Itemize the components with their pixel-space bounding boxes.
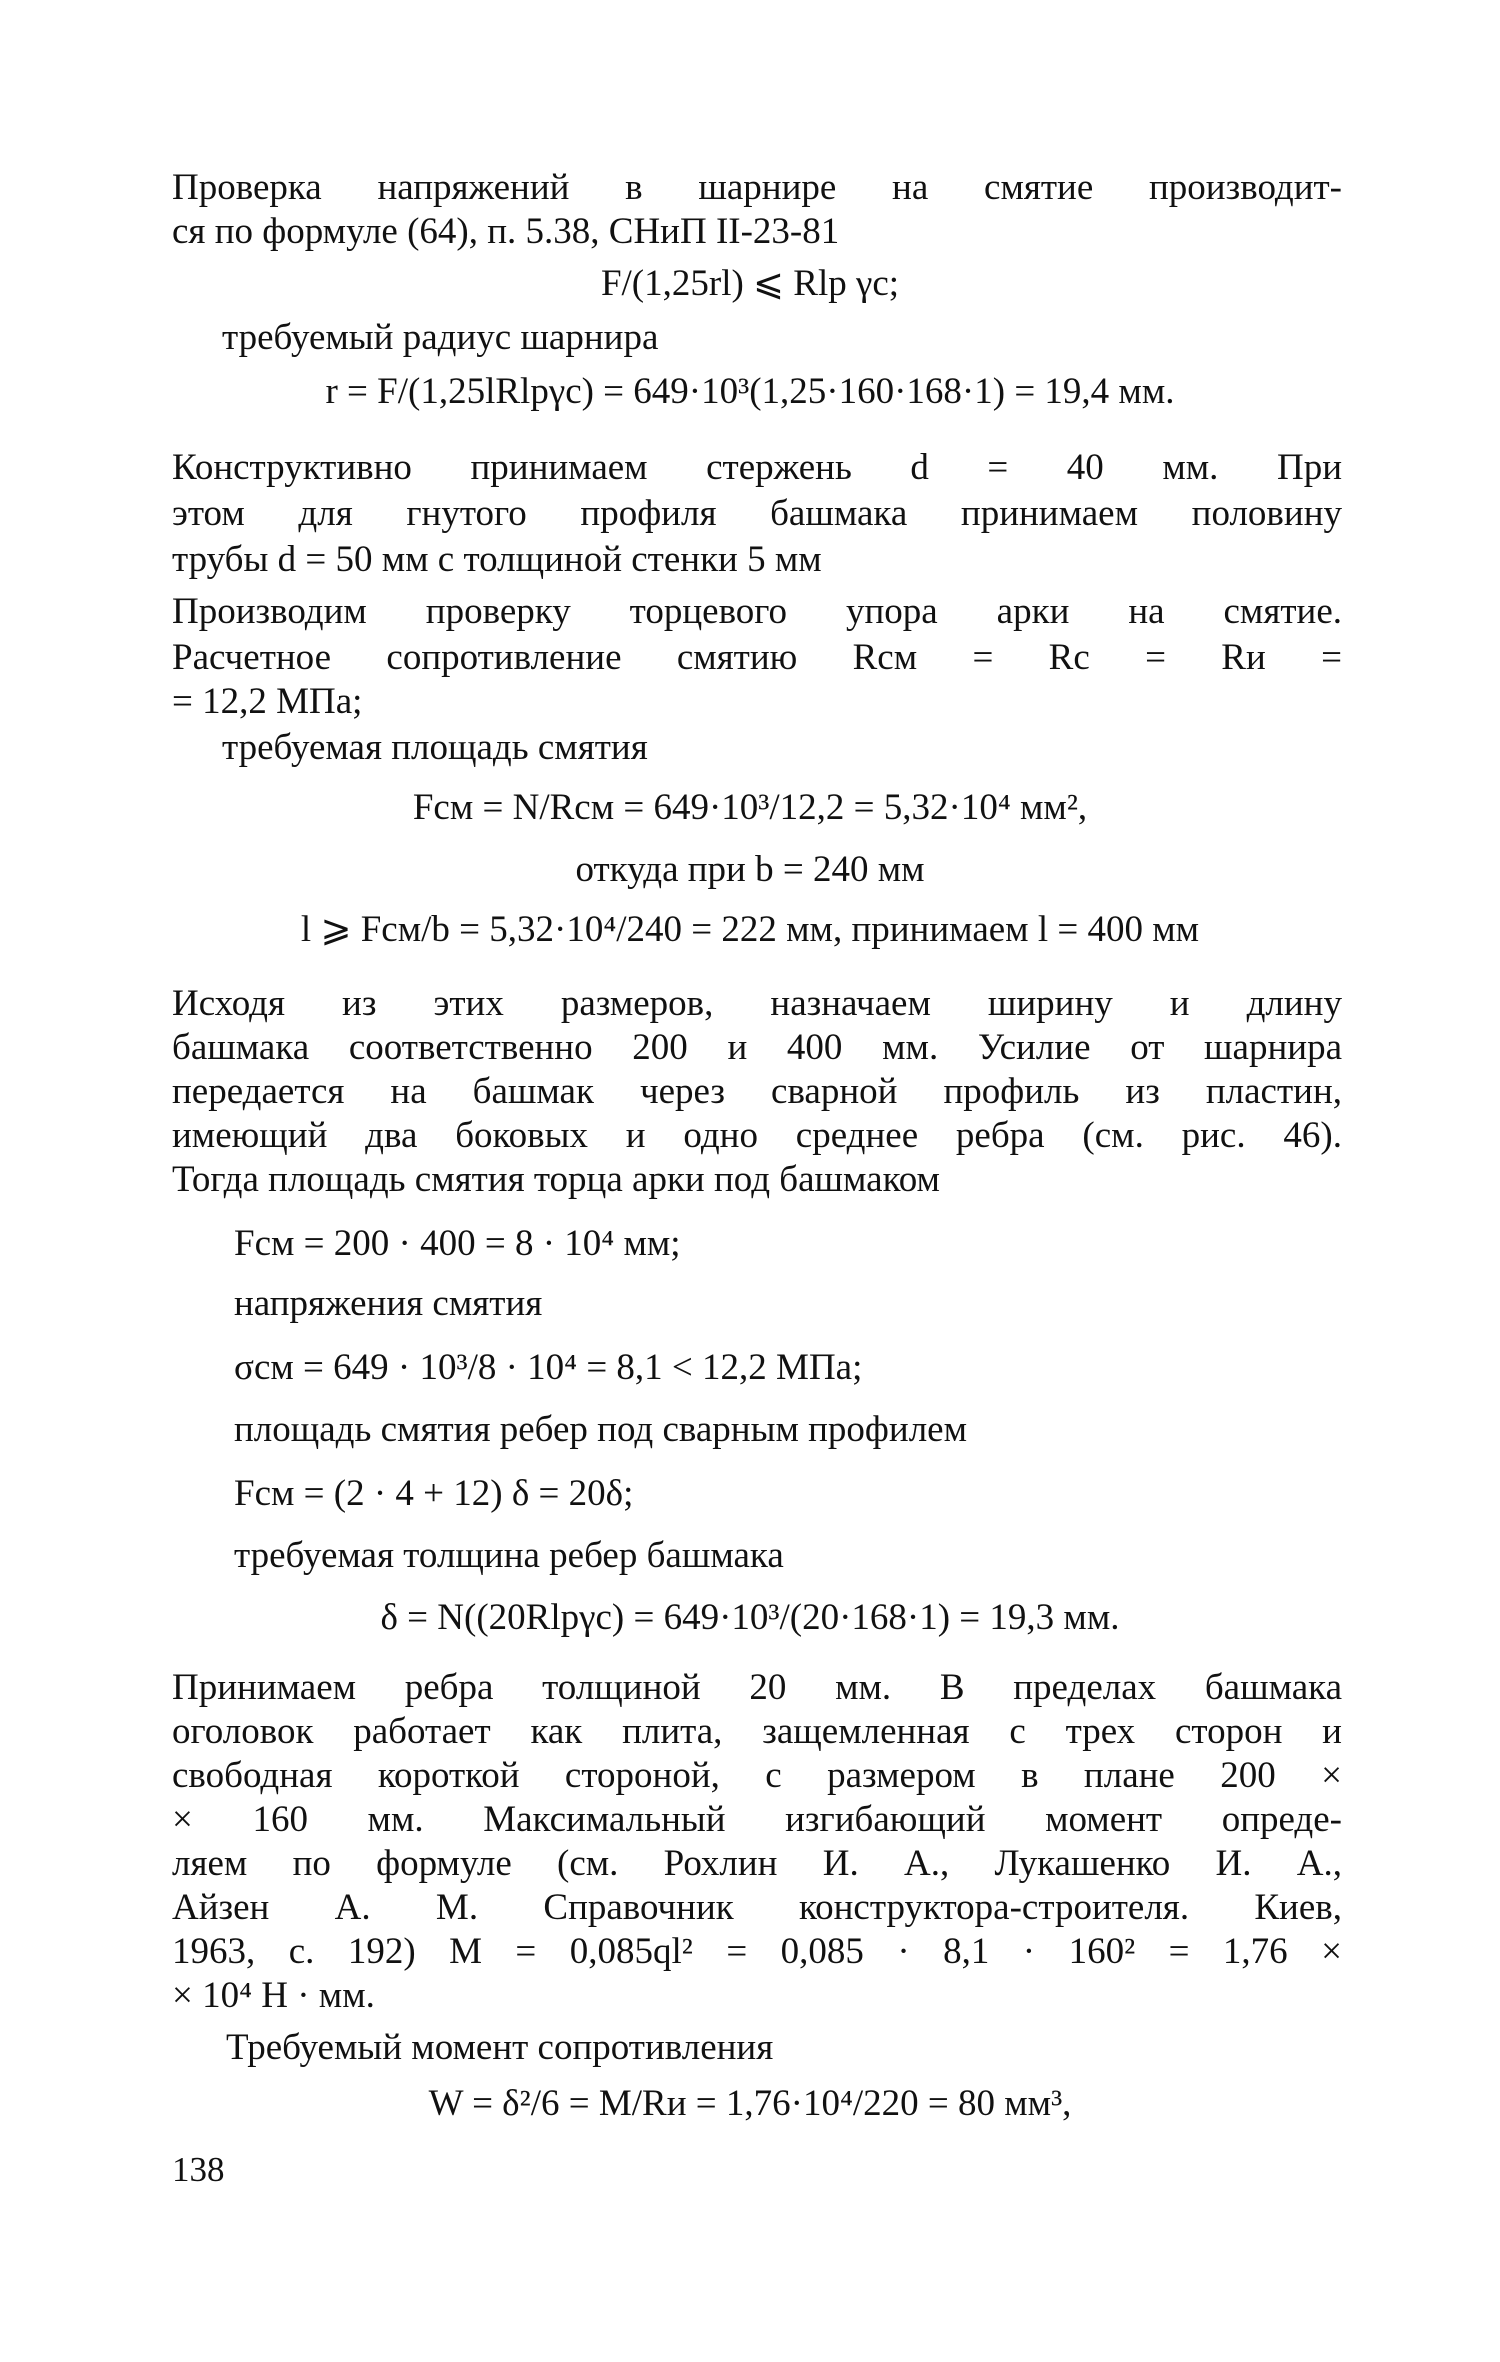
text-line: Расчетное сопротивление смятию Rсм = Rс = Rи =	[172, 637, 1342, 678]
text-line: требуемая площадь смятия	[222, 727, 648, 768]
text-line: Принимаем ребра толщиной 20 мм. В пределах башмака	[172, 1667, 1342, 1708]
text-line: Исходя из этих размеров, назначаем ширину и длину	[172, 983, 1342, 1024]
formula-line: σсм = 649 · 10³/8 · 10⁴ = 8,1 < 12,2 МПа;	[234, 1347, 863, 1388]
formula-line: Fсм = (2 · 4 + 12) δ = 20δ;	[234, 1473, 634, 1514]
text-line: = 12,2 МПа;	[172, 681, 363, 722]
text-line: площадь смятия ребер под сварным профилем	[234, 1409, 967, 1450]
formula-line: F/(1,25rl) ⩽ Rlp γc;	[600, 263, 900, 304]
text-line: этом для гнутого профиля башмака принимаем половину	[172, 493, 1342, 534]
text-line: × 160 мм. Максимальный изгибающий момент опреде-	[172, 1799, 1342, 1840]
text-line: требуемая толщина ребер башмака	[234, 1535, 784, 1576]
text-line: Проверка напряжений в шарнире на смятие производит-	[172, 167, 1342, 208]
text-line: напряжения смятия	[234, 1283, 543, 1324]
text-line: Тогда площадь смятия торца арки под башмаком	[172, 1159, 940, 1200]
text-line: × 10⁴ Н · мм.	[172, 1975, 375, 2016]
formula-line: W = δ²/6 = M/Rи = 1,76·10⁴/220 = 80 мм³,	[428, 2083, 1072, 2124]
text-line: 1963, с. 192) M = 0,085ql² = 0,085 · 8,1 · 160² = 1,76 ×	[172, 1931, 1342, 1972]
text-line: имеющий два боковых и одно среднее ребра (см. рис. 46).	[172, 1115, 1342, 1156]
formula-line: Fсм = 200 · 400 = 8 · 10⁴ мм;	[234, 1223, 681, 1264]
formula-line: r = F/(1,25lRlpγc) = 649·10³(1,25·160·168·1) = 19,4 мм.	[325, 371, 1175, 412]
text-line: ляем по формуле (см. Рохлин И. А., Лукашенко И. А.,	[172, 1843, 1342, 1884]
text-line: Производим проверку торцевого упора арки на смятие.	[172, 591, 1342, 632]
text-line: требуемый радиус шарнира	[222, 317, 659, 358]
text-line: Конструктивно принимаем стержень d = 40 мм. При	[172, 447, 1342, 488]
text-line: передается на башмак через сварной профиль из пластин,	[172, 1071, 1342, 1112]
text-line: свободная короткой стороной, с размером в плане 200 ×	[172, 1755, 1342, 1796]
text-line: Требуемый момент сопротивления	[226, 2027, 774, 2068]
formula-line: Fсм = N/Rсм = 649·10³/12,2 = 5,32·10⁴ мм²,	[412, 787, 1088, 828]
text-line: оголовок работает как плита, защемленная с трех сторон и	[172, 1711, 1342, 1752]
text-line: откуда при b = 240 мм	[575, 849, 925, 890]
formula-line: δ = N((20Rlpγc) = 649·10³/(20·168·1) = 19,3 мм.	[380, 1597, 1120, 1638]
formula-line: l ⩾ Fсм/b = 5,32·10⁴/240 = 222 мм, принимаем l = 400 мм	[300, 909, 1200, 950]
page-number: 138	[172, 2150, 225, 2189]
text-line: трубы d = 50 мм с толщиной стенки 5 мм	[172, 539, 822, 580]
text-line: ся по формуле (64), п. 5.38, СНиП II-23-81	[172, 211, 840, 252]
text-line: башмака соответственно 200 и 400 мм. Усилие от шарнира	[172, 1027, 1342, 1068]
text-line: Айзен А. М. Справочник конструктора-строителя. Киев,	[172, 1887, 1342, 1928]
